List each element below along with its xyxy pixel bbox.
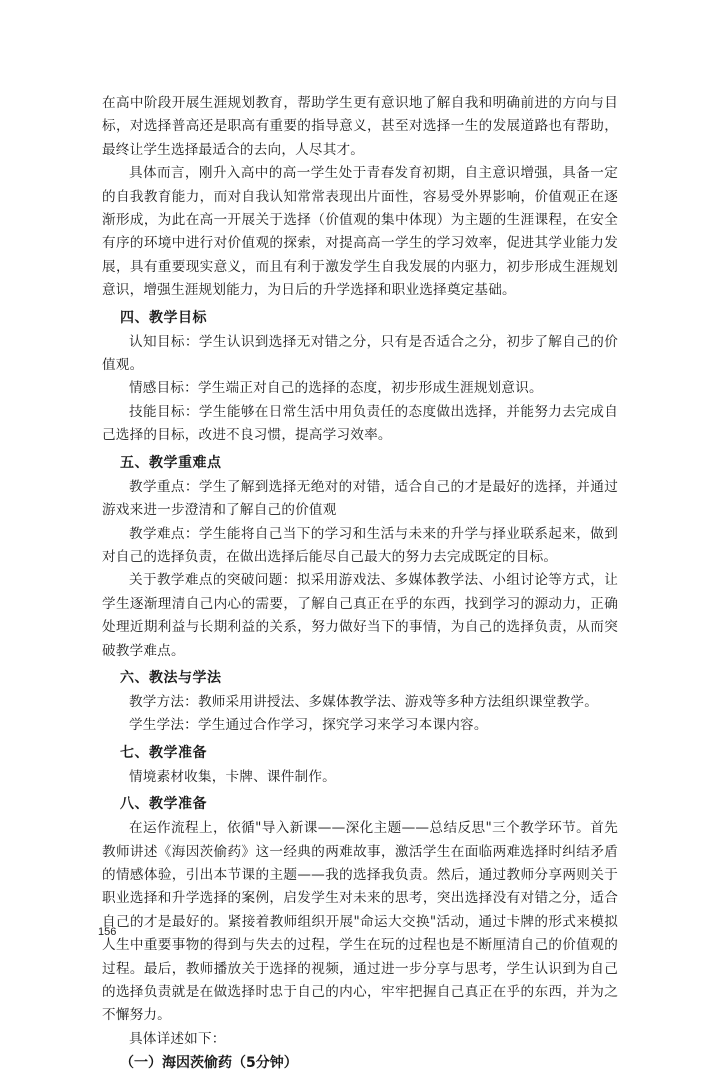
- process-overview: 在运作流程上，依循"导入新课——深化主题——总结反思"三个教学环节。首先教师讲述《海因茨偷药》这一经典的两难故事，激活学生在面临两难选择时纠结矛盾的情感体验，引出本节课的主题——我的选择我负责。然后，通过教师分享两则关于职业选择和升学选择的案例，启发学生对未来的思考，突出选择没有对错之分，适合自己的才是最好的。紧接着教师组织开展"命运大交换"活动，通过卡牌的形式来模拟人生中重要事物的得到与失去的过程，学生在玩的过程也是不断厘清自己的价值观的过程。最后，教师播放关于选择的视频，通过进一步分享与思考，学生认识到为自己的选择负责就是在做选择时忠于自己的内心，牢牢把握自己真正在乎的东西，并为之不懈努力。: [102, 820, 618, 1024]
- page-number: 156: [98, 926, 117, 938]
- preparation-text: 情境素材收集，卡牌、课件制作。: [129, 768, 336, 785]
- heading-preparation: 七、教学准备: [120, 744, 207, 761]
- heading-preparation-2: 八、教学准备: [120, 796, 207, 813]
- learning-method: 学生学法：学生通过合作学习，探究学习来学习本课内容。: [129, 717, 488, 734]
- heading-key-points: 五、教学重难点: [120, 454, 222, 471]
- heading-methods: 六、教法与学法: [120, 669, 222, 686]
- paragraph-intro: 在高中阶段开展生涯规划教育，帮助学生更有意识地了解自我和明确前进的方向与目标，对选择普高还是职高有重要的指导意义，甚至对选择一生的发展道路也有帮助，最终让学生选择最适合的去向，人尽其才。: [102, 95, 618, 158]
- difficulty-breakthrough: 关于教学难点的突破问题：拟采用游戏法、多媒体教学法、小组讨论等方式，让学生逐渐理清自己内心的需要，了解自己真正在乎的东西，找到学习的源动力，正确处理近期利益与长期利益的关系，努力做好当下的事情，为自己的选择负责，从而突破教学难点。: [102, 572, 618, 659]
- teaching-method: 教学方法：教师采用讲授法、多媒体教学法、游戏等多种方法组织课堂教学。: [129, 693, 598, 710]
- goal-emotional: 情感目标：学生端正对自己的选择的态度，初步形成生涯规划意识。: [129, 380, 543, 397]
- paragraph-detail: 具体而言，刚升入高中的高一学生处于青春发育初期，自主意识增强，具备一定的自我教育能力，而对自我认知常常表现出片面性，容易受外界影响，价值观正在逐渐形成，为此在高一开展关于选择（价值观的集中体现）为主题的生涯课程，在安全有序的环境中进行对价值观的探索，对提高高一学生的学习效率，促进其学业能力发展，具有重要现实意义，而且有利于激发学生自我发展的内驱力，初步形成生涯规划意识，增强生涯规划能力，为日后的升学选择和职业选择奠定基础。: [102, 165, 618, 299]
- key-point: 教学重点：学生了解到选择无绝对的对错，适合自己的才是最好的选择，并通过游戏来进一步澄清和了解自己的价值观: [102, 478, 618, 519]
- detail-intro: 具体详述如下：: [129, 1030, 226, 1047]
- goal-skill: 技能目标：学生能够在日常生活中用负责任的态度做出选择，并能努力去完成自己选择的目标，改进不良习惯，提高学习效率。: [102, 403, 618, 444]
- subheading-heinz: （一）海因茨偷药（5分钟）: [120, 1055, 298, 1072]
- difficult-point: 教学难点：学生能将自己当下的学习和生活与未来的升学与择业联系起来，做到对自己的选择负责，在做出选择后能尽自己最大的努力去完成既定的目标。: [102, 525, 618, 565]
- document-page: [102, 92, 618, 1076]
- goal-cognitive: 认知目标：学生认识到选择无对错之分，只有是否适合之分，初步了解自己的价值观。: [102, 333, 618, 374]
- heading-teaching-goals: 四、教学目标: [120, 309, 207, 326]
